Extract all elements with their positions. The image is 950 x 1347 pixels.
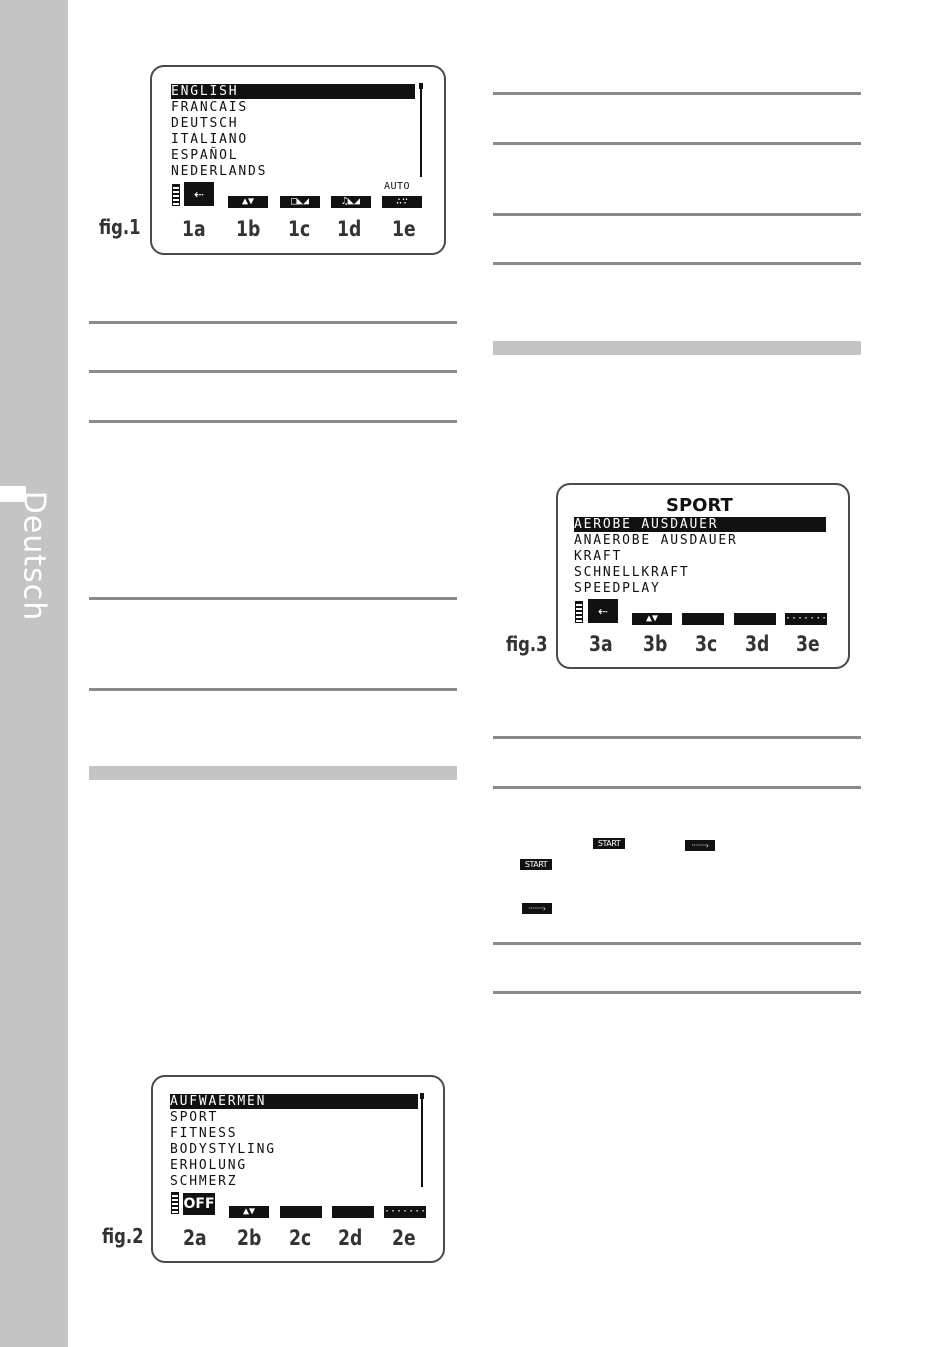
fig1-display	[150, 65, 446, 255]
dotted-right-arrow-icon[interactable]: ·······›	[785, 613, 834, 624]
back-arrow-icon[interactable]: ⇠	[184, 182, 214, 206]
softkey-1d-icon[interactable]: ♫◣◢	[331, 196, 371, 208]
key-label: 1d	[337, 217, 362, 241]
auto-icon[interactable]: ∴∵	[382, 196, 422, 208]
battery-icon	[171, 1192, 179, 1214]
rule	[493, 736, 861, 739]
rule	[89, 370, 457, 373]
dotted-right-arrow-icon[interactable]: ·······›	[384, 1206, 433, 1217]
softkey-2c[interactable]	[280, 1206, 322, 1218]
menu-item[interactable]: SCHNELLKRAFT	[574, 565, 690, 580]
fig2-display	[151, 1075, 445, 1263]
rule	[89, 420, 457, 423]
menu-item-selected[interactable]: AEROBE AUSDAUER	[574, 517, 826, 532]
scrollbar[interactable]	[420, 83, 422, 177]
rule	[493, 942, 861, 945]
section-band	[89, 766, 457, 780]
language-sidebar	[0, 0, 68, 1347]
key-label: 1c	[288, 217, 311, 241]
menu-item[interactable]: SCHMERZ	[170, 1174, 238, 1189]
up-down-triangles-icon[interactable]: ▲▼	[228, 196, 268, 208]
menu-item[interactable]: FRANCAIS	[171, 100, 249, 115]
dotted-right-arrow-icon: ·······›	[522, 903, 552, 914]
menu-item-selected[interactable]: ENGLISH	[171, 84, 415, 99]
section-band	[493, 341, 861, 355]
menu-item[interactable]: ERHOLUNG	[170, 1158, 248, 1173]
key-label: 2e	[392, 1226, 416, 1250]
up-down-triangles-icon[interactable]: ▲▼	[632, 613, 672, 625]
key-label: 3a	[589, 632, 613, 656]
menu-item[interactable]: ITALIANO	[171, 132, 249, 147]
softkey-1c-icon[interactable]: □◣◢	[280, 196, 320, 208]
menu-item[interactable]: SPORT	[170, 1110, 219, 1125]
menu-item[interactable]: KRAFT	[574, 549, 623, 564]
rule	[89, 597, 457, 600]
rule	[89, 688, 457, 691]
menu-item[interactable]: DEUTSCH	[171, 116, 239, 131]
fig3-display	[556, 483, 850, 669]
key-label: 3b	[643, 632, 668, 656]
scrollbar[interactable]	[421, 1093, 423, 1187]
key-label: 2a	[183, 1226, 207, 1250]
key-label: 2b	[237, 1226, 262, 1250]
key-label: 3c	[695, 632, 718, 656]
key-label: 2d	[338, 1226, 363, 1250]
rule	[493, 262, 861, 265]
start-icon: START	[593, 838, 625, 849]
rule	[493, 142, 861, 145]
key-label: 3e	[796, 632, 820, 656]
battery-icon	[575, 601, 583, 623]
off-button[interactable]: OFF	[183, 1193, 215, 1215]
key-label: 1a	[182, 217, 206, 241]
menu-item-selected[interactable]: AUFWAERMEN	[170, 1094, 418, 1109]
rule	[493, 786, 861, 789]
menu-item[interactable]: NEDERLANDS	[171, 164, 268, 179]
fig2-label: fig.2	[102, 1224, 144, 1248]
softkey-3c[interactable]	[682, 613, 724, 625]
start-icon: START	[520, 859, 552, 870]
key-label: 1e	[392, 217, 416, 241]
rule	[89, 321, 457, 324]
key-label: 2c	[289, 1226, 312, 1250]
menu-item[interactable]: BODYSTYLING	[170, 1142, 276, 1157]
display-title: SPORT	[666, 495, 733, 516]
rule	[493, 213, 861, 216]
softkey-3d[interactable]	[734, 613, 776, 625]
menu-item[interactable]: SPEEDPLAY	[574, 581, 661, 596]
softkey-2d[interactable]	[332, 1206, 374, 1218]
dotted-right-arrow-icon: ·······›	[685, 840, 715, 851]
up-down-triangles-icon[interactable]: ▲▼	[229, 1206, 269, 1218]
fig3-label: fig.3	[506, 632, 548, 656]
back-arrow-icon[interactable]: ⇠	[588, 599, 618, 623]
sidebar-label: Deutsch	[16, 490, 52, 622]
menu-item[interactable]: ANAEROBE AUSDAUER	[574, 533, 738, 548]
menu-item[interactable]: FITNESS	[170, 1126, 238, 1141]
rule	[493, 92, 861, 95]
key-label: 1b	[236, 217, 261, 241]
menu-item[interactable]: ESPAÑOL	[171, 148, 239, 163]
rule	[493, 991, 861, 994]
auto-label: AUTO	[384, 181, 411, 192]
battery-icon	[172, 184, 180, 206]
sidebar-language-tab	[0, 486, 68, 626]
key-label: 3d	[745, 632, 770, 656]
fig1-label: fig.1	[99, 215, 141, 239]
